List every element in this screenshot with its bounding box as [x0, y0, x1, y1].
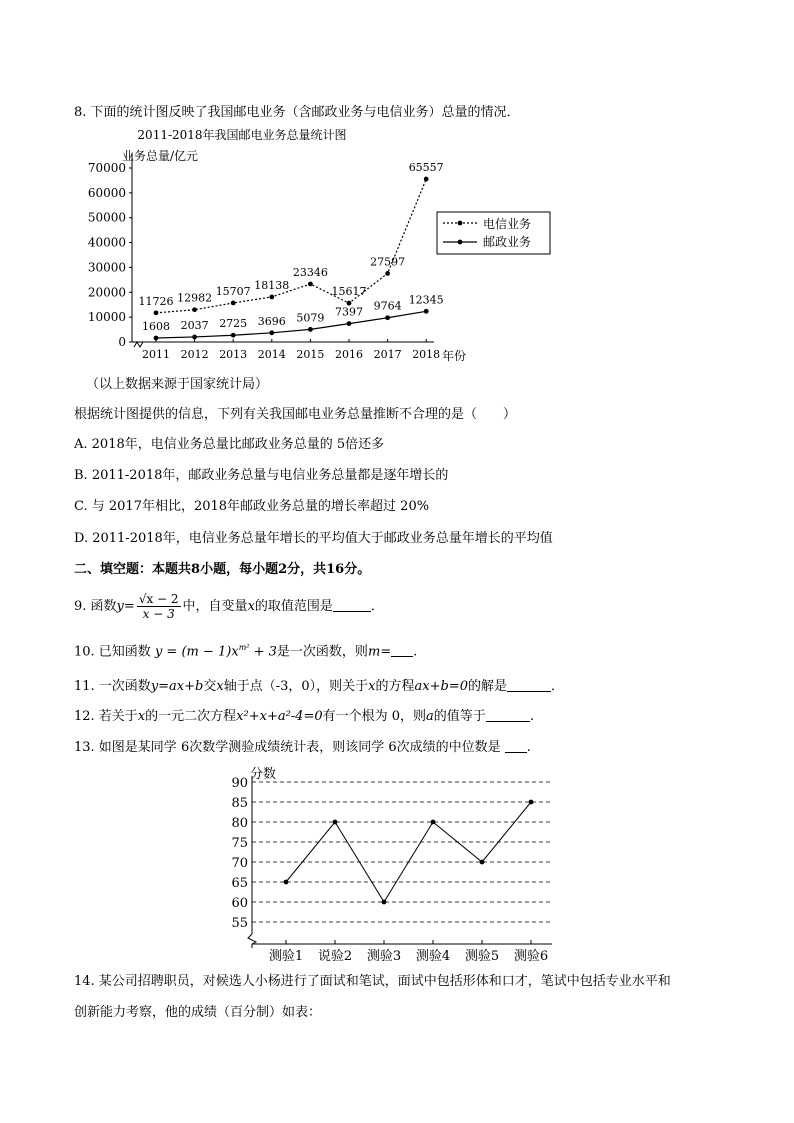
- chart1-xlabel: 年份: [442, 349, 467, 363]
- chart2-axis-break: [248, 934, 256, 948]
- telecom-data-label: 65557: [408, 161, 444, 175]
- section-2-heading: 二、填空题：本题共8小题，每小题2分，共16分。: [74, 562, 371, 577]
- telecom-point: [424, 177, 429, 182]
- score-line: [286, 802, 531, 902]
- chart2-xtick-label: 测验6: [513, 949, 549, 964]
- score-point: [529, 800, 534, 805]
- telecom-data-label: 23346: [292, 265, 328, 279]
- postal-data-label: 3696: [257, 314, 286, 328]
- chart1-ytick-label: 70000: [87, 161, 126, 175]
- telecom-point: [154, 310, 159, 315]
- chart1-ytick-label: 30000: [87, 260, 126, 275]
- postal-point: [385, 315, 390, 320]
- telecom-data-label: 15707: [215, 284, 251, 298]
- score-point: [333, 820, 338, 825]
- q13-answer-blank[interactable]: [505, 738, 527, 753]
- chart1-xtick-label: 2012: [180, 348, 209, 361]
- score-point: [382, 900, 387, 905]
- q8-note: （以上数据来源于国家统计局）: [86, 377, 269, 392]
- chart1-xtick-label: 2014: [257, 348, 286, 361]
- q11-answer-blank[interactable]: [507, 677, 551, 692]
- q10-answer-blank[interactable]: [391, 642, 413, 657]
- q12: 12. 若关于x的一元二次方程x²+x+a²-4=0有一个根为 0，则a的值等于 .: [74, 709, 534, 724]
- telecom-data-label: 18138: [254, 278, 290, 292]
- chart2-ytick-label: 60: [231, 896, 248, 911]
- chart1-xtick-label: 2015: [296, 348, 325, 361]
- chart2-xtick-label: 测验4: [415, 949, 451, 964]
- chart2-ytick-label: 65: [231, 876, 248, 891]
- chart1-xtick-label: 2011: [142, 348, 170, 361]
- postal-data-label: 7397: [335, 305, 363, 319]
- q9-answer-blank[interactable]: [333, 597, 371, 612]
- chart1-ytick-label: 10000: [87, 310, 126, 325]
- chart2-ytick-label: 90: [231, 776, 248, 791]
- q14-line2: 创新能力考察，他的成绩（百分制）如表：: [74, 1005, 322, 1020]
- chart1-ytick-label: 40000: [87, 235, 126, 250]
- chart1-xtick-label: 2016: [335, 348, 363, 361]
- telecom-data-label: 11726: [138, 294, 174, 308]
- telecom-point: [231, 301, 236, 306]
- postal-data-label: 1608: [142, 320, 170, 334]
- score-point: [431, 820, 436, 825]
- chart2-ytick-label: 70: [231, 856, 248, 871]
- chart1-xtick-label: 2017: [373, 348, 402, 361]
- chart1-ylabel: 业务总量/亿元: [122, 149, 199, 163]
- legend-telecom: 电信业务: [483, 217, 532, 231]
- chart2-ytick-label: 75: [231, 836, 248, 851]
- chart1-axis-break: [134, 342, 143, 347]
- postal-data-label: 5079: [296, 311, 325, 325]
- telecom-point: [385, 271, 390, 276]
- telecom-point: [269, 295, 274, 300]
- chart2-xtick-label: 测验5: [464, 949, 500, 964]
- score-point: [480, 860, 485, 865]
- chart2-xtick-label: 测验1: [268, 949, 304, 964]
- q13: 13. 如图是某同学 6次数学测验成绩统计表，则该同学 6次成绩的中位数是 .: [74, 740, 531, 755]
- q10: 10. 已知函数 $y = (m - 1)x^{m^2} + 3$是一次函数，则m= .: [74, 643, 418, 660]
- postal-data-label: 9764: [373, 299, 402, 313]
- postal-point: [154, 336, 159, 341]
- q8-option-a: A. 2018年，电信业务总量比邮政业务总量的 5倍还多: [74, 437, 385, 452]
- postal-point: [269, 330, 274, 335]
- chart1-xtick-label: 2018: [412, 348, 441, 361]
- telecom-data-label: 12982: [177, 291, 213, 305]
- chart1-ytick-label: 20000: [87, 285, 126, 300]
- postal-point: [231, 333, 236, 338]
- chart1-ytick-label: 50000: [87, 210, 126, 225]
- postal-data-label: 2725: [219, 317, 248, 331]
- q8-stem: 8. 下面的统计图反映了我国邮电业务（含邮政业务与电信业务）总量的情况．: [74, 105, 520, 120]
- q8-question: 根据统计图提供的信息，下列有关我国邮电业务总量推断不合理的是（ ）: [74, 407, 517, 422]
- chart2-xtick-label: 测验3: [366, 949, 402, 964]
- telecom-data-label: 15617: [331, 285, 367, 299]
- q9: 9. 函数y= $\frac{√x - 2}{x - 3}$ 中，自变量x的取值范围是 ．: [74, 592, 384, 621]
- q8-option-b: B. 2011-2018年，邮政业务总量与电信业务总量都是逐年增长的: [74, 468, 449, 483]
- score-point: [284, 880, 289, 885]
- chart2-ytick-label: 80: [231, 816, 248, 831]
- chart1-ytick-label: 60000: [87, 185, 126, 200]
- legend-postal: 邮政业务: [483, 235, 532, 249]
- q14-line1: 14. 某公司招聘职员，对候选人小杨进行了面试和笔试，面试中包括形体和口才，笔试中包括专业水平和: [74, 974, 671, 989]
- q8-option-d: D. 2011-2018年，电信业务总量年增长的平均值大于邮政业务总量年增长的平均值: [74, 531, 553, 546]
- chart1-title: 2011-2018年我国邮电业务总量统计图: [137, 128, 347, 142]
- chart1-legend: [437, 212, 550, 254]
- postal-point: [424, 309, 429, 314]
- q11: 11. 一次函数y=ax+b交x轴于点（-3，0），则关于x的方程ax+b=0的解是 ．: [74, 679, 565, 694]
- telecom-data-label: 27597: [370, 255, 406, 269]
- telecom-point: [308, 282, 313, 287]
- postal-data-label: 12345: [408, 293, 444, 307]
- chart1-xtick-label: 2013: [219, 348, 248, 361]
- chart2-ylabel: 分数: [250, 767, 277, 782]
- chart2-xtick-label: 说验2: [317, 949, 353, 964]
- telecom-point: [192, 307, 197, 312]
- q12-answer-blank[interactable]: [486, 707, 530, 722]
- postal-point: [192, 335, 197, 340]
- postal-telecom-chart: [74, 124, 574, 374]
- test-scores-chart: [220, 760, 570, 970]
- postal-point: [308, 327, 313, 332]
- chart2-ytick-label: 85: [231, 796, 248, 811]
- q9-fraction: $\frac{√x - 2}{x - 3}$: [138, 592, 179, 621]
- postal-point: [347, 321, 352, 326]
- q8-option-c: C. 与 2017年相比，2018年邮政业务总量的增长率超过 20%: [74, 499, 430, 514]
- postal-data-label: 2037: [180, 318, 209, 332]
- chart1-ytick-label: 0: [118, 335, 126, 349]
- chart2-ytick-label: 55: [231, 916, 248, 931]
